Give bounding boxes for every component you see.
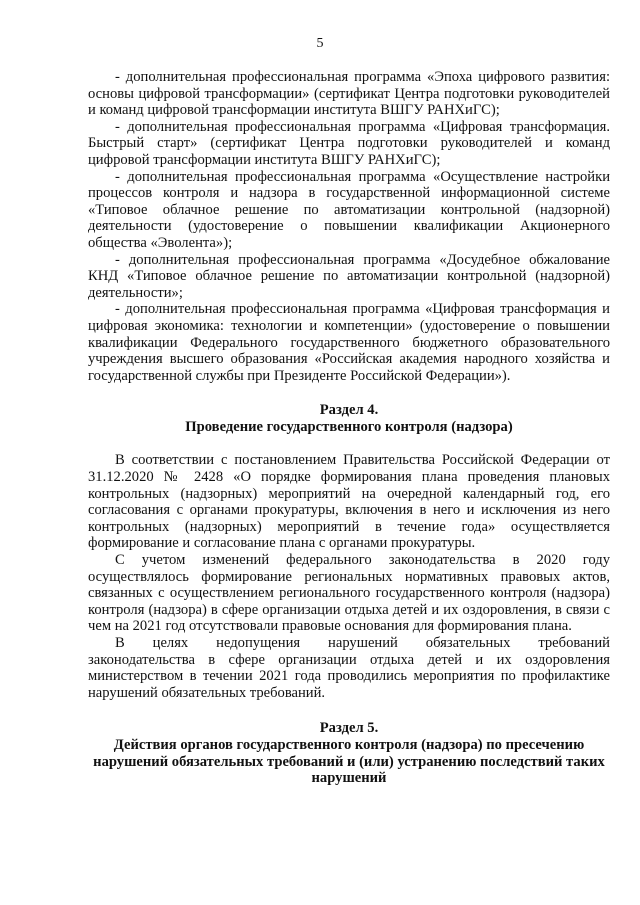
text-line: деятельности»; xyxy=(88,284,183,301)
text-line: контрольных (надзорных) мероприятий на очередной календарный год, его xyxy=(88,485,610,502)
text-line: - дополнительная профессиональная программа «Осуществление настройки xyxy=(115,168,610,185)
text-line: КНД «Типовое облачное решение по автоматизации контрольной (надзорной) xyxy=(88,268,610,285)
text-line: В соответствии с постановлением Правительства Российской Федерации от xyxy=(115,452,610,469)
text-line: основы цифровой трансформации» (сертификат Центра подготовки руководителей xyxy=(88,85,610,102)
qualification-list xyxy=(88,69,610,384)
section-title: нарушений обязательных требований и (или) устранению последствий таких xyxy=(93,753,605,770)
text-line: цифровой трансформации института ВШГУ РАНХиГС); xyxy=(88,151,441,168)
page-content xyxy=(88,69,610,787)
page-number: 5 xyxy=(316,36,324,51)
list-item xyxy=(88,69,610,119)
text-line: С учетом изменений федерального законодательства в 2020 году xyxy=(115,552,610,569)
section-4-heading xyxy=(88,402,610,435)
text-line: согласования с органами прокуратуры, включения в него и исключения из него xyxy=(88,502,610,519)
section-number: Раздел 5. xyxy=(319,720,379,737)
section-title: нарушений xyxy=(311,770,387,787)
text-line: цифровая экономика: технологии и компетенции» (удостоверение о повышении xyxy=(88,317,610,334)
text-line: министерством в течении 2021 года проводились мероприятия по профилактике xyxy=(88,668,610,685)
text-line: деятельности (удостоверение о повышении квалификации Акционерного xyxy=(88,218,610,235)
list-item xyxy=(88,119,610,169)
text-line: В целях недопущения нарушений обязательных требований xyxy=(115,635,610,651)
text-line: чем на 2021 год отсутствовали правовые основания для формирования плана. xyxy=(88,618,572,635)
text-line: Быстрый старт» (сертификат Центра подготовки руководителей и команд xyxy=(88,135,610,152)
text-line: формирование и согласование плана с органами прокуратуры. xyxy=(88,535,476,552)
text-line: связанных с осуществлением регионального государственного контроля (надзора) xyxy=(88,585,610,602)
text-line: контроля (надзора) в сфере организации отдыха детей и их оздоровления, в связи с xyxy=(88,601,610,618)
paragraph xyxy=(88,452,610,552)
text-line: государственной службы при Президенте Российской Федерации»). xyxy=(88,367,511,384)
text-line: нарушений обязательных требований. xyxy=(88,684,326,701)
text-line: осуществлялось формирование региональных нормативных правовых актов, xyxy=(88,568,610,585)
text-line: - дополнительная профессиональная программа «Цифровая трансформация. xyxy=(115,118,610,135)
text-line: общества «Эволента»); xyxy=(88,234,233,251)
section-5-heading xyxy=(88,720,610,786)
text-line: контрольных (надзорных) мероприятий в течение года» осуществляется xyxy=(88,518,610,535)
paragraph xyxy=(88,635,610,701)
text-line: квалификации Федерального государственного бюджетного образовательного xyxy=(88,334,610,351)
text-line: - дополнительная профессиональная программа «Эпоха цифрового развития: xyxy=(115,69,610,85)
list-item xyxy=(88,252,610,302)
section-4-body xyxy=(88,452,610,701)
list-item xyxy=(88,301,610,384)
list-item xyxy=(88,169,610,252)
paragraph xyxy=(88,552,610,635)
text-line: - дополнительная профессиональная программа «Цифровая трансформация и xyxy=(115,301,610,318)
text-line: законодательства в сфере организации отдыха детей и их оздоровления xyxy=(88,651,610,668)
section-title: Действия органов государственного контроля (надзора) по пресечению xyxy=(113,736,585,753)
text-line: и команд цифровой трансформации института ВШГУ РАНХиГС); xyxy=(88,102,500,119)
section-title: Проведение государственного контроля (надзора) xyxy=(185,418,513,435)
text-line: учреждения высшего образования «Российская академия народного хозяйства и xyxy=(88,351,610,368)
section-number: Раздел 4. xyxy=(319,402,379,419)
text-line: - дополнительная профессиональная программа «Досудебное обжалование xyxy=(115,251,610,268)
text-line: «Типовое облачное решение по автоматизации контрольной (надзорной) xyxy=(88,201,610,218)
text-line: 31.12.2020 № 2428 «О порядке формирования плана проведения плановых xyxy=(88,469,610,486)
text-line: процессов контроля и надзора в государственной информационной системе xyxy=(88,185,610,202)
